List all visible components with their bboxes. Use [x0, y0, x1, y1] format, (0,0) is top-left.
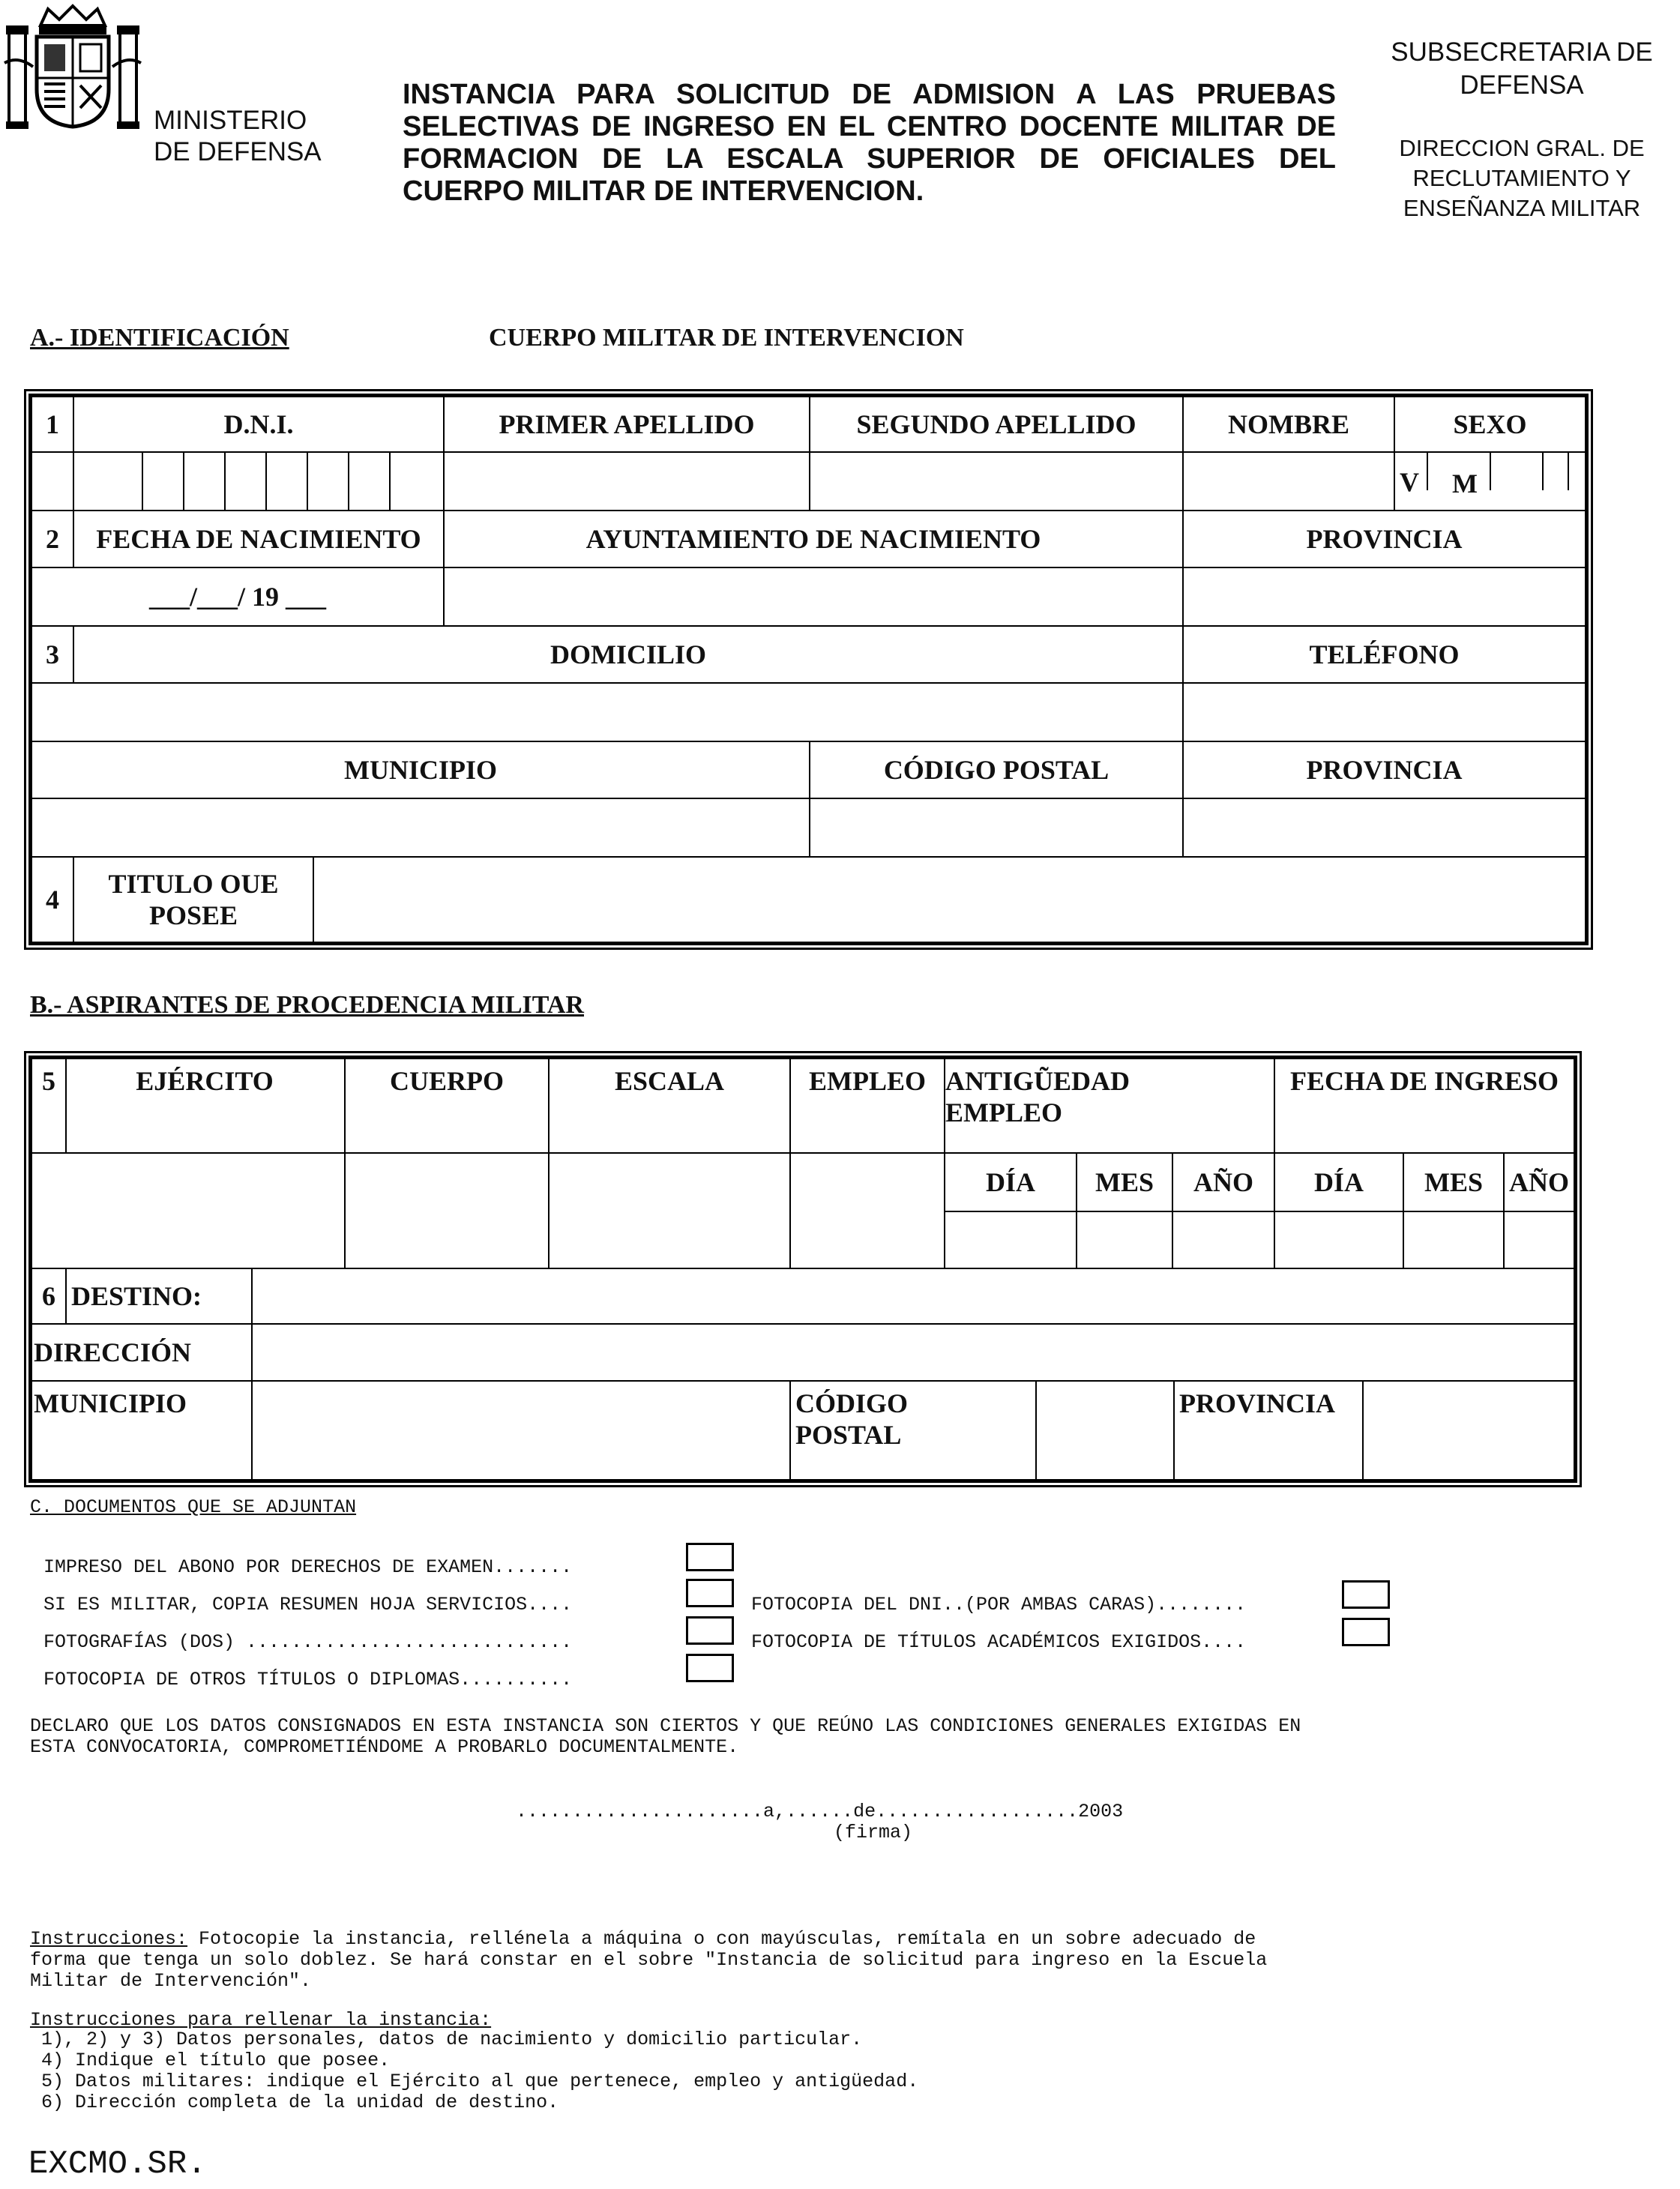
instructions-line: forma que tenga un solo doblez. Se hará constar en el sobre "Instancia de solicitud para ingreso en la Escuela — [30, 1949, 1268, 1971]
signature-line[interactable]: ......................a,......de..................2003 — [516, 1801, 1124, 1822]
provincia-destino-label: PROVINCIA — [1173, 1380, 1364, 1481]
dni-divider — [224, 453, 226, 510]
ingreso-dia-label: DÍA — [1274, 1152, 1404, 1212]
primer-apellido-label: PRIMER APELLIDO — [443, 396, 810, 453]
ayuntamiento-label: AYUNTAMIENTO DE NACIMIENTO — [443, 510, 1184, 568]
antiguedad-label — [944, 1058, 1275, 1154]
row-number: 1 — [31, 396, 74, 453]
fill-instruction: 1), 2) y 3) Datos personales, datos de nacimiento y domicilio particular. — [30, 2029, 863, 2050]
row-number: 3 — [31, 625, 74, 684]
fill-instruction: 6) Dirección completa de la unidad de destino. — [30, 2092, 559, 2113]
codigo-line: CÓDIGO — [795, 1388, 909, 1418]
dni-divider — [348, 453, 349, 510]
titulo-line: TITULO OUE — [108, 869, 279, 899]
direccion-line: DIRECCION GRAL. DE — [1399, 135, 1645, 161]
primer-apellido-field[interactable] — [443, 451, 810, 511]
sexo-m-label: M — [1452, 469, 1478, 499]
fill-instruction: 5) Datos militares: indique el Ejército al que pertenece, empleo y antigüedad. — [30, 2071, 919, 2092]
coat-of-arms-icon — [3, 3, 142, 130]
codigo-postal-field[interactable] — [809, 798, 1184, 858]
sexo-divider — [1542, 453, 1544, 490]
ejercito-label: EJÉRCITO — [65, 1058, 346, 1154]
section-a-heading: A.- IDENTIFICACIÓN — [30, 324, 289, 352]
identification-table — [28, 394, 1589, 945]
titulo-field[interactable] — [313, 856, 1586, 943]
checkbox-titulos-academicos[interactable] — [1342, 1618, 1390, 1646]
codigo-postal-label: CÓDIGO POSTAL — [809, 741, 1184, 799]
dni-field[interactable] — [73, 451, 445, 511]
codigo-postal-destino-field[interactable] — [1035, 1380, 1175, 1481]
sexo-label: SEXO — [1394, 396, 1586, 453]
provincia-field[interactable] — [1182, 567, 1586, 627]
row-number: 2 — [31, 510, 74, 568]
codigo-line: POSTAL — [795, 1420, 902, 1450]
ejercito-field[interactable] — [31, 1152, 346, 1269]
instructions-label: Instrucciones: — [30, 1928, 188, 1950]
antiguedad-dia-label: DÍA — [944, 1152, 1077, 1212]
ingreso-mes-label: MES — [1403, 1152, 1505, 1212]
row-spacer — [31, 451, 74, 511]
antiguedad-line: EMPLEO — [945, 1097, 1063, 1127]
subsecretaria-label — [1364, 36, 1679, 102]
ministry-line: DE DEFENSA — [154, 137, 322, 166]
empleo-label: EMPLEO — [789, 1058, 945, 1154]
instructions-line: Militar de Intervención". — [30, 1970, 312, 1992]
antiguedad-mes-field[interactable] — [1076, 1211, 1173, 1269]
escala-field[interactable] — [548, 1152, 791, 1269]
dni-divider — [265, 453, 267, 510]
checkbox-hoja-servicios[interactable] — [686, 1579, 734, 1607]
antiguedad-dia-field[interactable] — [944, 1211, 1077, 1269]
ingreso-mes-field[interactable] — [1403, 1211, 1505, 1269]
ministry-name — [154, 105, 322, 168]
provincia-destino-field[interactable] — [1362, 1380, 1575, 1481]
titulo-line: POSEE — [148, 900, 238, 930]
dni-divider — [183, 453, 184, 510]
date-template: ___/___/ 19 ___ — [148, 582, 326, 612]
subsecretaria-line: DEFENSA — [1460, 70, 1584, 100]
checkbox-dni[interactable] — [1342, 1580, 1390, 1609]
escala-label: ESCALA — [548, 1058, 791, 1154]
domicilio-label: DOMICILIO — [73, 625, 1184, 684]
doc-item-label: FOTOGRAFÍAS (DOS) ............................. — [43, 1631, 573, 1653]
provincia-label: PROVINCIA — [1182, 510, 1586, 568]
doc-item-label: FOTOCOPIA DE TÍTULOS ACADÉMICOS EXIGIDOS.... — [751, 1631, 1247, 1653]
dni-divider — [142, 453, 143, 510]
fecha-ingreso-label: FECHA DE INGRESO — [1274, 1058, 1575, 1154]
doc-item-label: IMPRESO DEL ABONO POR DERECHOS DE EXAMEN....... — [43, 1556, 573, 1578]
municipio-field[interactable] — [31, 798, 810, 858]
firma-label: (firma) — [834, 1822, 913, 1843]
direccion-line: ENSEÑANZA MILITAR — [1403, 195, 1641, 221]
segundo-apellido-label: SEGUNDO APELLIDO — [809, 396, 1184, 453]
subsecretaria-line: SUBSECRETARIA DE — [1391, 37, 1653, 67]
domicilio-field[interactable] — [31, 682, 1184, 742]
ayuntamiento-field[interactable] — [443, 567, 1184, 627]
segundo-apellido-field[interactable] — [809, 451, 1184, 511]
direccion-general-label — [1364, 133, 1679, 223]
doc-item-label: SI ES MILITAR, COPIA RESUMEN HOJA SERVICIOS.... — [43, 1594, 573, 1616]
declaration-line: ESTA CONVOCATORIA, COMPROMETIÉNDOME A PROBARLO DOCUMENTALMENTE. — [30, 1736, 739, 1758]
sexo-field[interactable] — [1394, 451, 1586, 511]
municipio-label: MUNICIPIO — [31, 741, 810, 799]
section-a-subheading: CUERPO MILITAR DE INTERVENCION — [489, 324, 964, 352]
addressee: EXCMO.SR. — [28, 2146, 207, 2183]
cuerpo-label: CUERPO — [344, 1058, 550, 1154]
antiguedad-mes-label: MES — [1076, 1152, 1173, 1212]
codigo-postal-destino-label — [789, 1380, 1037, 1481]
fill-instructions-heading: Instrucciones para rellenar la instancia: — [30, 2009, 492, 2031]
doc-item-label: FOTOCOPIA DEL DNI..(POR AMBAS CARAS)........ — [751, 1594, 1247, 1616]
telefono-label: TELÉFONO — [1182, 625, 1586, 684]
antiguedad-line: ANTIGŨEDAD — [945, 1066, 1130, 1096]
fecha-nacimiento-label: FECHA DE NACIMIENTO — [73, 510, 445, 568]
sexo-divider — [1490, 453, 1491, 490]
cuerpo-field[interactable] — [344, 1152, 550, 1269]
direccion-label: DIRECCIÓN — [31, 1323, 253, 1382]
checkbox-otros-titulos[interactable] — [686, 1654, 734, 1682]
fill-instruction: 4) Indique el título que posee. — [30, 2050, 391, 2071]
instructions-line — [30, 1928, 1256, 1951]
instructions-text: Fotocopie la instancia, rellénela a máquina o con mayúsculas, remítala en un sobre adecuado de — [187, 1928, 1256, 1950]
checkbox-abono[interactable] — [686, 1543, 734, 1571]
dni-divider — [307, 453, 308, 510]
military-table — [28, 1056, 1577, 1483]
dni-divider — [389, 453, 391, 510]
section-b-heading: B.- ASPIRANTES DE PROCEDENCIA MILITAR — [30, 991, 584, 1019]
checkbox-fotografias[interactable] — [686, 1616, 734, 1645]
direccion-field[interactable] — [251, 1323, 1575, 1382]
ingreso-anio-label: AÑO — [1503, 1152, 1575, 1212]
row-number: 6 — [31, 1268, 67, 1325]
doc-item-label: FOTOCOPIA DE OTROS TÍTULOS O DIPLOMAS.......... — [43, 1669, 573, 1690]
provincia-domicilio-field[interactable] — [1182, 798, 1586, 858]
titulo-label — [73, 856, 314, 943]
nombre-label: NOMBRE — [1182, 396, 1395, 453]
dni-label: D.N.I. — [73, 396, 445, 453]
provincia-domicilio-label: PROVINCIA — [1182, 741, 1586, 799]
form-title: INSTANCIA PARA SOLICITUD DE ADMISION A LAS PRUEBAS SELECTIVAS DE INGRESO EN EL CENTRO DOCENTE MILITAR DE FORMACION DE LA ESCALA SUPERIOR DE OFICIALES DEL CUERPO MILITAR DE INTERVENCION. — [403, 79, 1336, 207]
nombre-field[interactable] — [1182, 451, 1395, 511]
fecha-nacimiento-field[interactable] — [31, 567, 445, 627]
antiguedad-anio-label: AÑO — [1172, 1152, 1275, 1212]
destino-label: DESTINO: — [65, 1268, 253, 1325]
ingreso-anio-field[interactable] — [1503, 1211, 1575, 1269]
row-number: 4 — [31, 856, 74, 943]
ministry-line: MINISTERIO — [154, 106, 307, 135]
empleo-field[interactable] — [789, 1152, 945, 1269]
declaration-line: DECLARO QUE LOS DATOS CONSIGNADOS EN ESTA INSTANCIA SON CIERTOS Y QUE REÚNO LAS CONDICIONES GENERALES EXIGIDAS EN — [30, 1715, 1301, 1737]
municipio-destino-field[interactable] — [251, 1380, 791, 1481]
municipio-destino-label: MUNICIPIO — [31, 1380, 253, 1481]
telefono-field[interactable] — [1182, 682, 1586, 742]
antiguedad-anio-field[interactable] — [1172, 1211, 1275, 1269]
section-c-heading: C. DOCUMENTOS QUE SE ADJUNTAN — [30, 1496, 357, 1518]
sexo-v-label: V — [1400, 467, 1419, 497]
direccion-line: RECLUTAMIENTO Y — [1412, 165, 1631, 191]
row-number: 5 — [31, 1058, 67, 1154]
sexo-divider — [1568, 453, 1569, 490]
sexo-divider — [1427, 453, 1428, 490]
ingreso-dia-field[interactable] — [1274, 1211, 1404, 1269]
destino-field[interactable] — [251, 1268, 1575, 1325]
